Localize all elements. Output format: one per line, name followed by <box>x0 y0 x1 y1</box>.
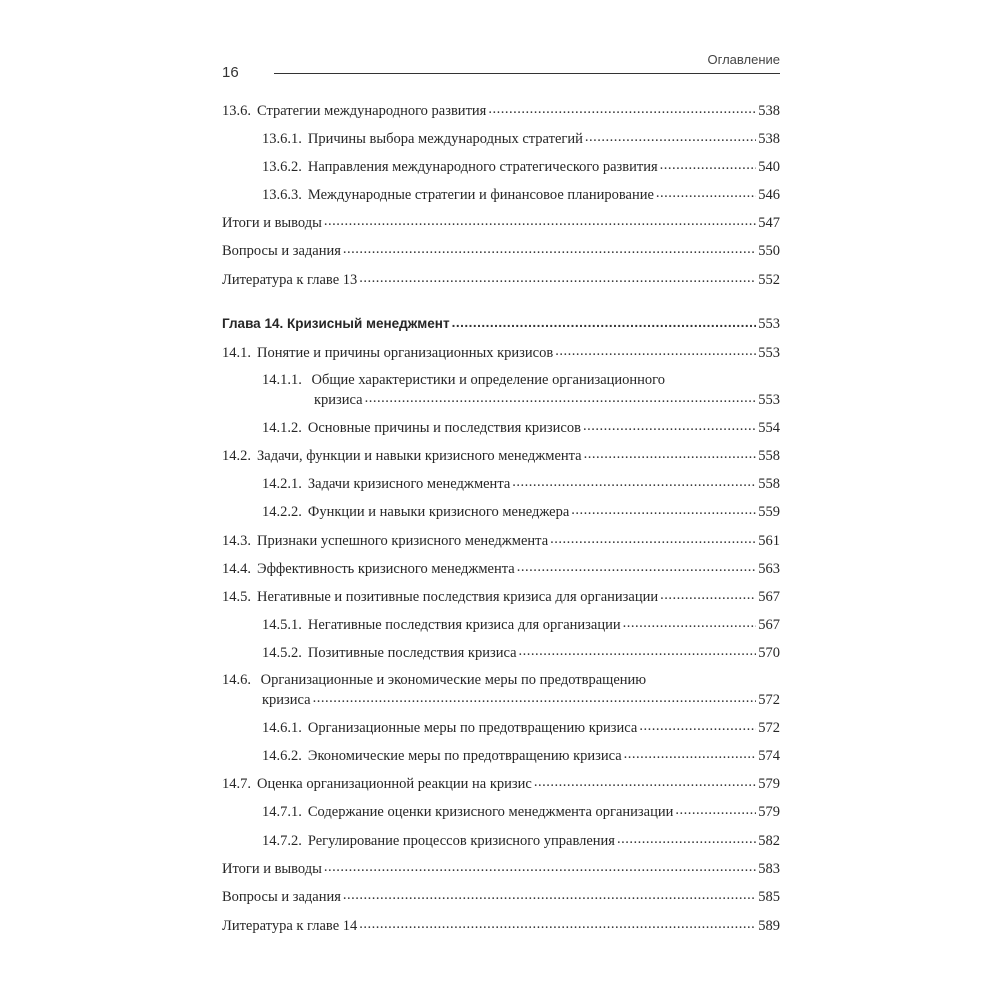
toc-entry-title: Понятие и причины организационных кризисов <box>257 344 554 361</box>
dot-leader <box>617 830 756 845</box>
dot-leader <box>550 530 756 545</box>
toc-entry-title: Основные причины и последствия кризисов <box>307 419 581 436</box>
toc-entry-questions-14 <box>222 886 780 906</box>
toc-entry-title: Оценка организационной реакции на кризис <box>257 775 532 792</box>
toc-entry-page: 570 <box>758 644 780 661</box>
dot-leader <box>571 501 756 516</box>
dot-leader <box>324 858 756 873</box>
dot-leader <box>639 717 756 732</box>
toc-chapter-14 <box>222 314 780 333</box>
toc-entry-14-2-2 <box>222 501 780 521</box>
dot-leader <box>534 773 756 788</box>
toc-entry-title: Направления международного стратегического развития <box>307 158 658 175</box>
toc-entry-page: 550 <box>758 242 780 259</box>
toc-entry-page: 553 <box>758 315 780 332</box>
dot-leader <box>675 801 756 816</box>
toc-entry-number: 14.6. <box>222 672 251 688</box>
toc-entry-number: 14.6.1. <box>262 719 302 736</box>
dot-leader <box>623 614 757 629</box>
toc-entry-page: 538 <box>758 130 780 147</box>
page-number: 16 <box>222 64 239 81</box>
toc-entry-title: Позитивные последствия кризиса <box>307 644 517 661</box>
toc-entry-number: 13.6. <box>222 102 251 119</box>
toc-entry-title: Негативные последствия кризиса для организации <box>307 616 621 633</box>
toc-entry-summary-14 <box>222 858 780 878</box>
dot-leader <box>359 915 756 930</box>
toc-entry-page: 546 <box>758 186 780 203</box>
toc-entry-number: 14.4. <box>222 560 251 577</box>
toc-entry-page: 558 <box>758 475 780 492</box>
toc-entry-number: 14.5. <box>222 588 251 605</box>
dot-leader <box>365 389 757 404</box>
toc-entry-14-4 <box>222 558 780 578</box>
toc-entry-title: Содержание оценки кризисного менеджмента организации <box>307 803 674 820</box>
toc-entry-14-2 <box>222 445 780 465</box>
toc-entry-number: 14.3. <box>222 532 251 549</box>
chapter-title: Глава 14. Кризисный менеджмент <box>222 315 450 331</box>
toc-entry-title: Литература к главе 13 <box>222 271 358 288</box>
header-rule <box>274 73 780 74</box>
toc-entry-title: Эффективность кризисного менеджмента <box>257 560 515 577</box>
toc-entry-number: 14.6.2. <box>262 747 302 764</box>
page-header <box>222 52 780 82</box>
toc-entry-13-6-2 <box>222 156 780 176</box>
toc-entry-page: 579 <box>758 775 780 792</box>
dot-leader <box>660 156 757 171</box>
dot-leader <box>343 886 756 901</box>
toc-entry-number: 14.2. <box>222 447 251 464</box>
toc-entry-page: 589 <box>758 917 780 934</box>
toc-entry-title: Вопросы и задания <box>222 242 341 259</box>
toc-entry-13-6-1 <box>222 128 780 148</box>
toc-entry-14-7-2 <box>222 830 780 850</box>
toc-entry-page: 579 <box>758 803 780 820</box>
toc-entry-title: Международные стратегии и финансовое планирование <box>307 186 654 203</box>
dot-leader <box>584 445 757 460</box>
toc-entry-14-7 <box>222 773 780 793</box>
toc-entry-14-1-2 <box>222 417 780 437</box>
toc-entry-number: 13.6.2. <box>262 158 302 175</box>
toc-entry-title: Общие характеристики и определение организационного <box>311 372 666 388</box>
toc-entry-literature-13 <box>222 269 780 289</box>
dot-leader <box>488 100 756 115</box>
toc-entry-title: Функции и навыки кризисного менеджера <box>307 503 570 520</box>
dot-leader <box>313 689 757 704</box>
toc-entry-14-1-1 <box>222 371 780 409</box>
toc-entry-title: Регулирование процессов кризисного управления <box>307 832 615 849</box>
toc-entry-page: 554 <box>758 419 780 436</box>
toc-entry-title-continued: кризиса <box>262 691 311 708</box>
toc-entry-page: 540 <box>758 158 780 175</box>
dot-leader <box>343 240 756 255</box>
dot-leader <box>656 184 756 199</box>
toc-entry-title: Причины выбора международных стратегий <box>307 130 583 147</box>
dot-leader <box>324 212 756 227</box>
toc-entry-page: 563 <box>758 560 780 577</box>
toc-entry-page: 572 <box>758 719 780 736</box>
toc-entry-title: Признаки успешного кризисного менеджмента <box>257 532 549 549</box>
toc-entry-number: 14.1. <box>222 344 251 361</box>
toc-entry-page: 538 <box>758 102 780 119</box>
dot-leader <box>512 473 756 488</box>
toc-entry-14-6-1 <box>222 717 780 737</box>
toc-entry-page: 574 <box>758 747 780 764</box>
dot-leader <box>519 642 757 657</box>
toc-entry-questions-13 <box>222 240 780 260</box>
dot-leader <box>555 342 756 357</box>
toc-entry-title: Вопросы и задания <box>222 888 341 905</box>
toc-entry-title: Организационные меры по предотвращению кризиса <box>307 719 638 736</box>
toc-entry-number: 14.7. <box>222 775 251 792</box>
toc-entry-literature-14 <box>222 915 780 935</box>
toc-entry-14-5 <box>222 586 780 606</box>
dot-leader <box>624 745 757 760</box>
toc-entry-number: 14.5.1. <box>262 616 302 633</box>
toc-entry-14-2-1 <box>222 473 780 493</box>
toc-entry-title: Задачи кризисного менеджмента <box>307 475 511 492</box>
toc-entry-page: 561 <box>758 532 780 549</box>
toc-entry-number: 14.2.1. <box>262 475 302 492</box>
toc-entry-page: 552 <box>758 271 780 288</box>
toc-entry-number: 14.7.1. <box>262 803 302 820</box>
toc-entry-number: 14.7.2. <box>262 832 302 849</box>
toc-entry-13-6 <box>222 100 780 120</box>
dot-leader <box>583 417 756 432</box>
toc-entry-14-6 <box>222 671 780 709</box>
toc-entry-number: 14.1.1. <box>262 372 302 388</box>
toc-entry-page: 582 <box>758 832 780 849</box>
toc-entry-number: 14.1.2. <box>262 419 302 436</box>
toc-entry-14-3 <box>222 530 780 550</box>
toc-entry-title: Организационные и экономические меры по предотвращению <box>260 672 647 688</box>
toc-entry-14-1 <box>222 342 780 362</box>
toc-entry-page: 567 <box>758 616 780 633</box>
toc-entry-title: Экономические меры по предотвращению кризиса <box>307 747 622 764</box>
toc-entry-page: 567 <box>758 588 780 605</box>
toc-entry-13-6-3 <box>222 184 780 204</box>
dot-leader <box>585 128 756 143</box>
toc-entry-14-5-2 <box>222 642 780 662</box>
toc-entry-page: 583 <box>758 860 780 877</box>
running-title: Оглавление <box>707 52 780 67</box>
toc-entry-page: 559 <box>758 503 780 520</box>
toc-entry-14-6-2 <box>222 745 780 765</box>
toc-entry-page: 553 <box>758 344 780 361</box>
toc-entry-page: 547 <box>758 214 780 231</box>
dot-leader <box>452 314 757 328</box>
toc-entry-14-7-1 <box>222 801 780 821</box>
toc-entry-number: 13.6.1. <box>262 130 302 147</box>
toc-entry-title: Задачи, функции и навыки кризисного менеджмента <box>257 447 582 464</box>
dot-leader <box>359 269 756 284</box>
toc-entry-title: Итоги и выводы <box>222 860 322 877</box>
toc-entry-page: 572 <box>758 691 780 708</box>
toc-entry-title: Стратегии международного развития <box>257 102 487 119</box>
toc-entry-title-continued: кризиса <box>314 391 363 408</box>
toc-entry-title: Негативные и позитивные последствия кризиса для организации <box>257 588 659 605</box>
dot-leader <box>660 586 756 601</box>
toc-entry-number: 14.5.2. <box>262 644 302 661</box>
dot-leader <box>517 558 757 573</box>
toc-entry-title: Литература к главе 14 <box>222 917 358 934</box>
toc-entry-number: 14.2.2. <box>262 503 302 520</box>
toc-entry-page: 585 <box>758 888 780 905</box>
toc-entry-title: Итоги и выводы <box>222 214 322 231</box>
toc-entry-summary-13 <box>222 212 780 232</box>
toc-entry-number: 13.6.3. <box>262 186 302 203</box>
toc-entry-page: 553 <box>758 391 780 408</box>
toc-entry-page: 558 <box>758 447 780 464</box>
toc-entry-14-5-1 <box>222 614 780 634</box>
